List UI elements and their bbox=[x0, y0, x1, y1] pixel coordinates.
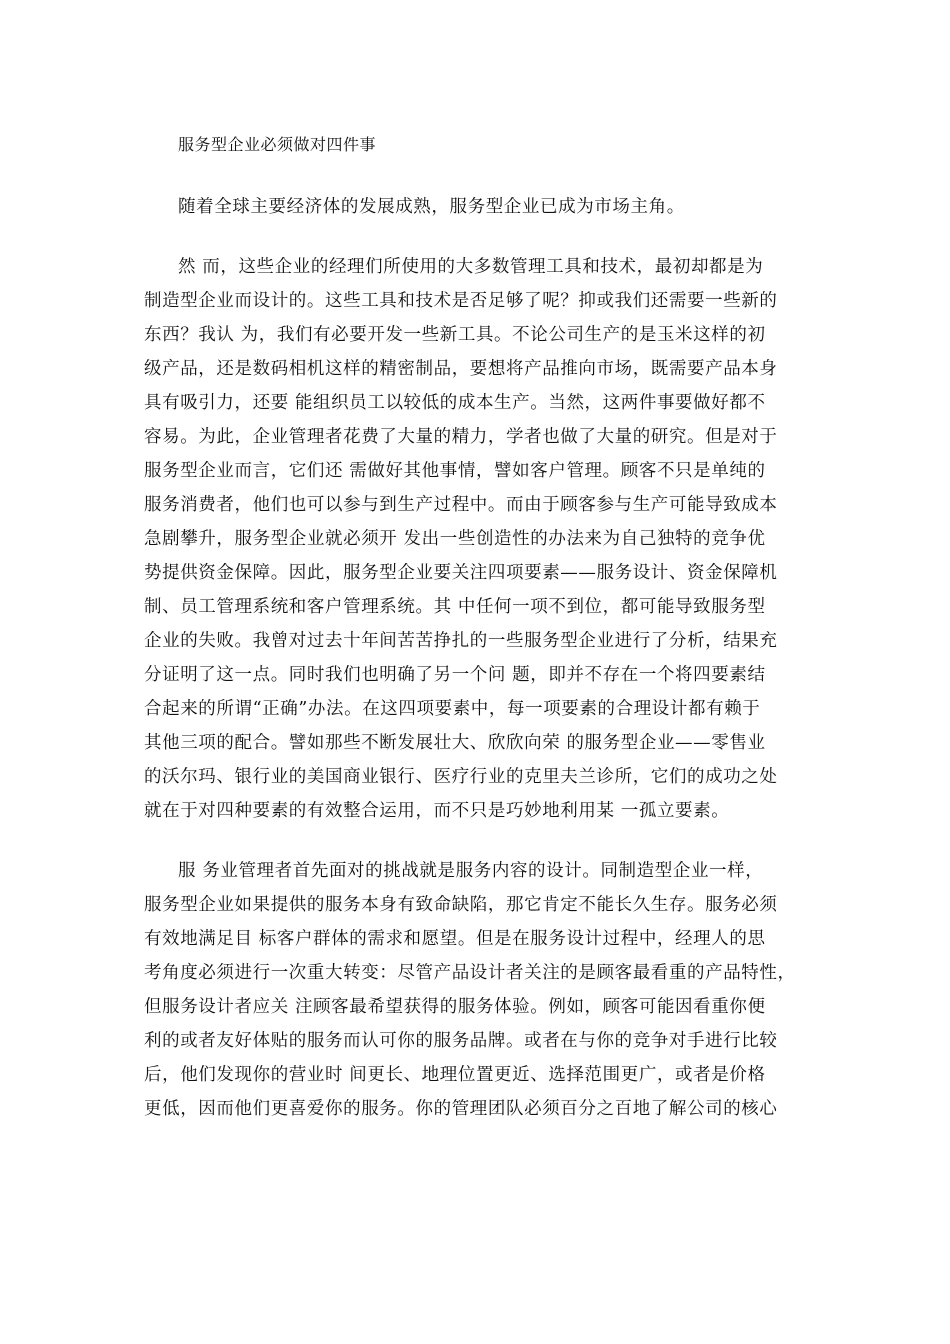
paragraph-3-line-5: 但服务设计者应关 注顾客最希望获得的服务体验。例如，顾客可能因看重你便 bbox=[144, 997, 766, 1017]
paragraph-2-line-17: 就在于对四种要素的有效整合运用，而不只是巧妙地利用某 一孤立要素。 bbox=[144, 801, 730, 821]
paragraph-3-line-2: 服务型企业如果提供的服务本身有致命缺陷，那它肯定不能长久生存。服务必须 bbox=[144, 895, 778, 915]
paragraph-2-line-13: 分证明了这一点。同时我们也明确了另一个问 题，即并不存在一个将四要素结 bbox=[144, 665, 766, 685]
paragraph-3-line-4: 考角度必须进行一次重大转变：尽管产品设计者关注的是顾客最看重的产品特性， bbox=[144, 963, 796, 983]
paragraph-3-line-8: 更低，因而他们更喜爱你的服务。你的管理团队必须百分之百地了解公司的核心 bbox=[144, 1099, 778, 1119]
paragraph-2-line-9: 急剧攀升，服务型企业就必须开 发出一些创造性的办法来为自己独特的竞争优 bbox=[144, 529, 766, 549]
paragraph-2-line-3: 东西？我认 为，我们有必要开发一些新工具。不论公司生产的是玉米这样的初 bbox=[144, 325, 766, 345]
paragraph-2-line-6: 容易。为此，企业管理者花费了大量的精力，学者也做了大量的研究。但是对于 bbox=[144, 427, 778, 447]
paragraph-2-line-10: 势提供资金保障。因此，服务型企业要关注四项要素——服务设计、资金保障机 bbox=[144, 563, 778, 583]
paragraph-2-line-11: 制、员工管理系统和客户管理系统。其 中任何一项不到位，都可能导致服务型 bbox=[144, 597, 766, 617]
paragraph-2-line-12: 企业的失败。我曾对过去十年间苦苦挣扎的一些服务型企业进行了分析，结果充 bbox=[144, 631, 778, 651]
paragraph-2-line-7: 服务型企业而言，它们还 需做好其他事情，譬如客户管理。顾客不只是单纯的 bbox=[144, 461, 766, 481]
paragraph-2-line-5: 具有吸引力，还要 能组织员工以较低的成本生产。当然，这两件事要做好都不 bbox=[144, 393, 766, 413]
paragraph-2-line-15: 其他三项的配合。譬如那些不断发展壮大、欣欣向荣 的服务型企业——零售业 bbox=[144, 733, 766, 753]
paragraph-2-line-14: 合起来的所谓“正确”办法。在这四项要素中，每一项要素的合理设计都有赖于 bbox=[144, 699, 761, 719]
paragraph-2-line-1: 然 而，这些企业的经理们所使用的大多数管理工具和技术，最初却都是为 bbox=[178, 257, 764, 277]
paragraph-1-line-1: 随着全球主要经济体的发展成熟，服务型企业已成为市场主角。 bbox=[178, 197, 685, 217]
paragraph-2-line-8: 服务消费者，他们也可以参与到生产过程中。而由于顾客参与生产可能导致成本 bbox=[144, 495, 778, 515]
paragraph-2-line-16: 的沃尔玛、银行业的美国商业银行、医疗行业的克里夫兰诊所，它们的成功之处 bbox=[144, 767, 778, 787]
paragraph-3-line-1: 服 务业管理者首先面对的挑战就是服务内容的设计。同制造型企业一样， bbox=[178, 861, 764, 881]
paragraph-2-line-2: 制造型企业而设计的。这些工具和技术是否足够了呢？抑或我们还需要一些新的 bbox=[144, 291, 778, 311]
paragraph-2-line-4: 级产品，还是数码相机这样的精密制品，要想将产品推向市场，既需要产品本身 bbox=[144, 359, 778, 379]
paragraph-3-line-7: 后，他们发现你的营业时 间更长、地理位置更近、选择范围更广，或者是价格 bbox=[144, 1065, 766, 1085]
paragraph-3-line-3: 有效地满足目 标客户群体的需求和愿望。但是在服务设计过程中，经理人的思 bbox=[144, 929, 766, 949]
document-title: 服务型企业必须做对四件事 bbox=[178, 135, 377, 154]
paragraph-3-line-6: 利的或者友好体贴的服务而认可你的服务品牌。或者在与你的竞争对手进行比较 bbox=[144, 1031, 778, 1051]
